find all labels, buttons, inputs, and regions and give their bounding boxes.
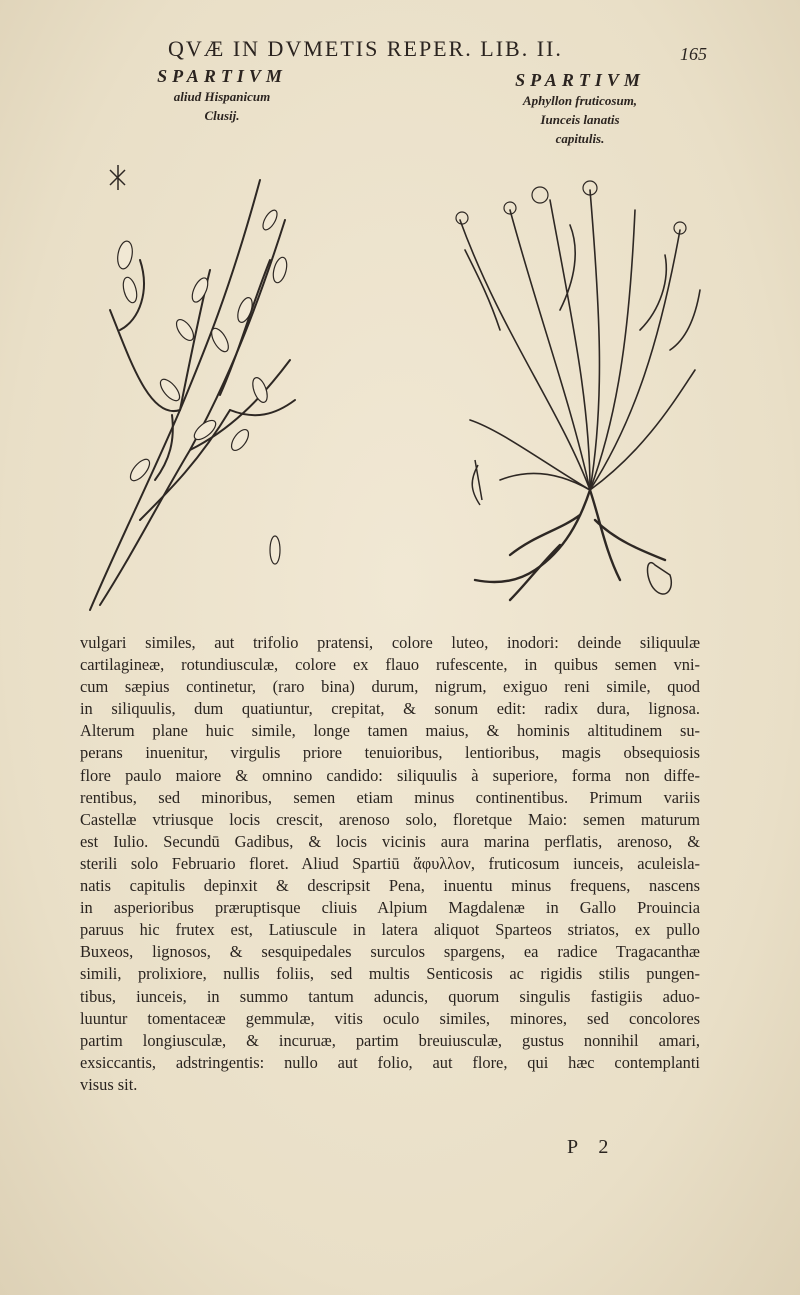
text-line: paruus hic frutex est, Latiuscule in latera aliquot Sparteos striatos, ex pullo [80,920,700,940]
right-figure-subtitle-3: capitulis. [555,131,605,146]
text-line: luuntur tomentaceæ gemmulæ, vitis oculo similes, minores, sed concolores [80,1008,700,1028]
text-line: tibus, iunceis, in summo tantum aduncis, quorum singulis fastigiis aduo- [80,986,700,1006]
text-line: cartilagineæ, rotundiusculæ, colore ex flauo rufescente, in quibus semen vni- [80,655,700,675]
running-title: QVÆ IN DVMETIS REPER. LIB. II. [168,36,563,61]
left-figure-title: SPARTIVM [157,66,287,86]
text-line: natis capitulis depinxit & descripsit Pena, inuentu minus frequens, nascens [80,876,700,896]
right-figure-caption [480,70,680,148]
text-line: perans inuenitur, virgulis priore tenuioribus, lentioribus, magis obsequiosis [80,743,700,763]
left-figure-subtitle-2: Clusij. [204,108,240,123]
text-line: Alterum plane huic simile, longe tamen maius, & hominis altitudinem su- [80,721,700,741]
text-line: sterili solo Februario floret. Aliud Spartiū ἄφυλλον, fruticosum iunceis, aculeisla- [80,853,700,873]
text-line: flore paulo maiore & omnino candido: siliquulis à superiore, forma non diffe- [80,765,700,785]
right-figure-title: SPARTIVM [515,70,645,90]
text-line: simili, prolixiore, nullis foliis, sed multis Senticosis ac rigidis stilis pungen- [80,964,700,984]
text-line: visus sit. [80,1074,138,1094]
left-figure-subtitle-1: aliud Hispanicum [173,89,271,104]
right-figure-subtitle-1: Aphyllon fruticosum, [522,93,638,108]
left-plant-woodcut [80,160,315,615]
right-figure-subtitle-2: Iunceis lanatis [540,112,620,127]
text-line: partim longiusculæ, & incuruæ, partim breuiusculæ, gustus nonnihil amari, [80,1030,700,1050]
text-line: cum sæpius continetur, (raro bina) durum, nigrum, exiguo reni simile, quod [80,677,700,697]
text-line: in siliquulis, dum quatiuntur, crepitat, & sonum edit: radix dura, lignosa. [80,699,700,719]
signature-mark: P 2 [567,1136,617,1158]
text-line: rentibus, sed minoribus, semen etiam minus continentibus. Primum variis [80,787,700,807]
text-line: est Iulio. Secundū Gadibus, & locis vicinis aura marina perflatis, arenoso, & [80,831,700,851]
text-line: exsiccantis, adstringentis: nullo aut folio, aut flore, qui hæc contemplanti [80,1052,700,1072]
right-plant-woodcut [440,170,710,620]
text-line: in asperioribus præruptisque cliuis Alpium Magdalenæ in Gallo Prouincia [80,898,700,918]
page-number: 165 [680,44,707,64]
text-line: Castellæ vtriusque locis crescit, arenoso solo, floretque Maio: semen maturum [80,809,700,829]
body-text [80,632,700,1096]
left-figure-caption [112,66,332,125]
text-line: Buxeos, lignosos, & sesquipedales surculos spargens, ea radice Tragacanthæ [80,942,700,962]
text-line: vulgari similes, aut trifolio pratensi, colore luteo, inodori: deinde siliquulæ [80,633,700,652]
